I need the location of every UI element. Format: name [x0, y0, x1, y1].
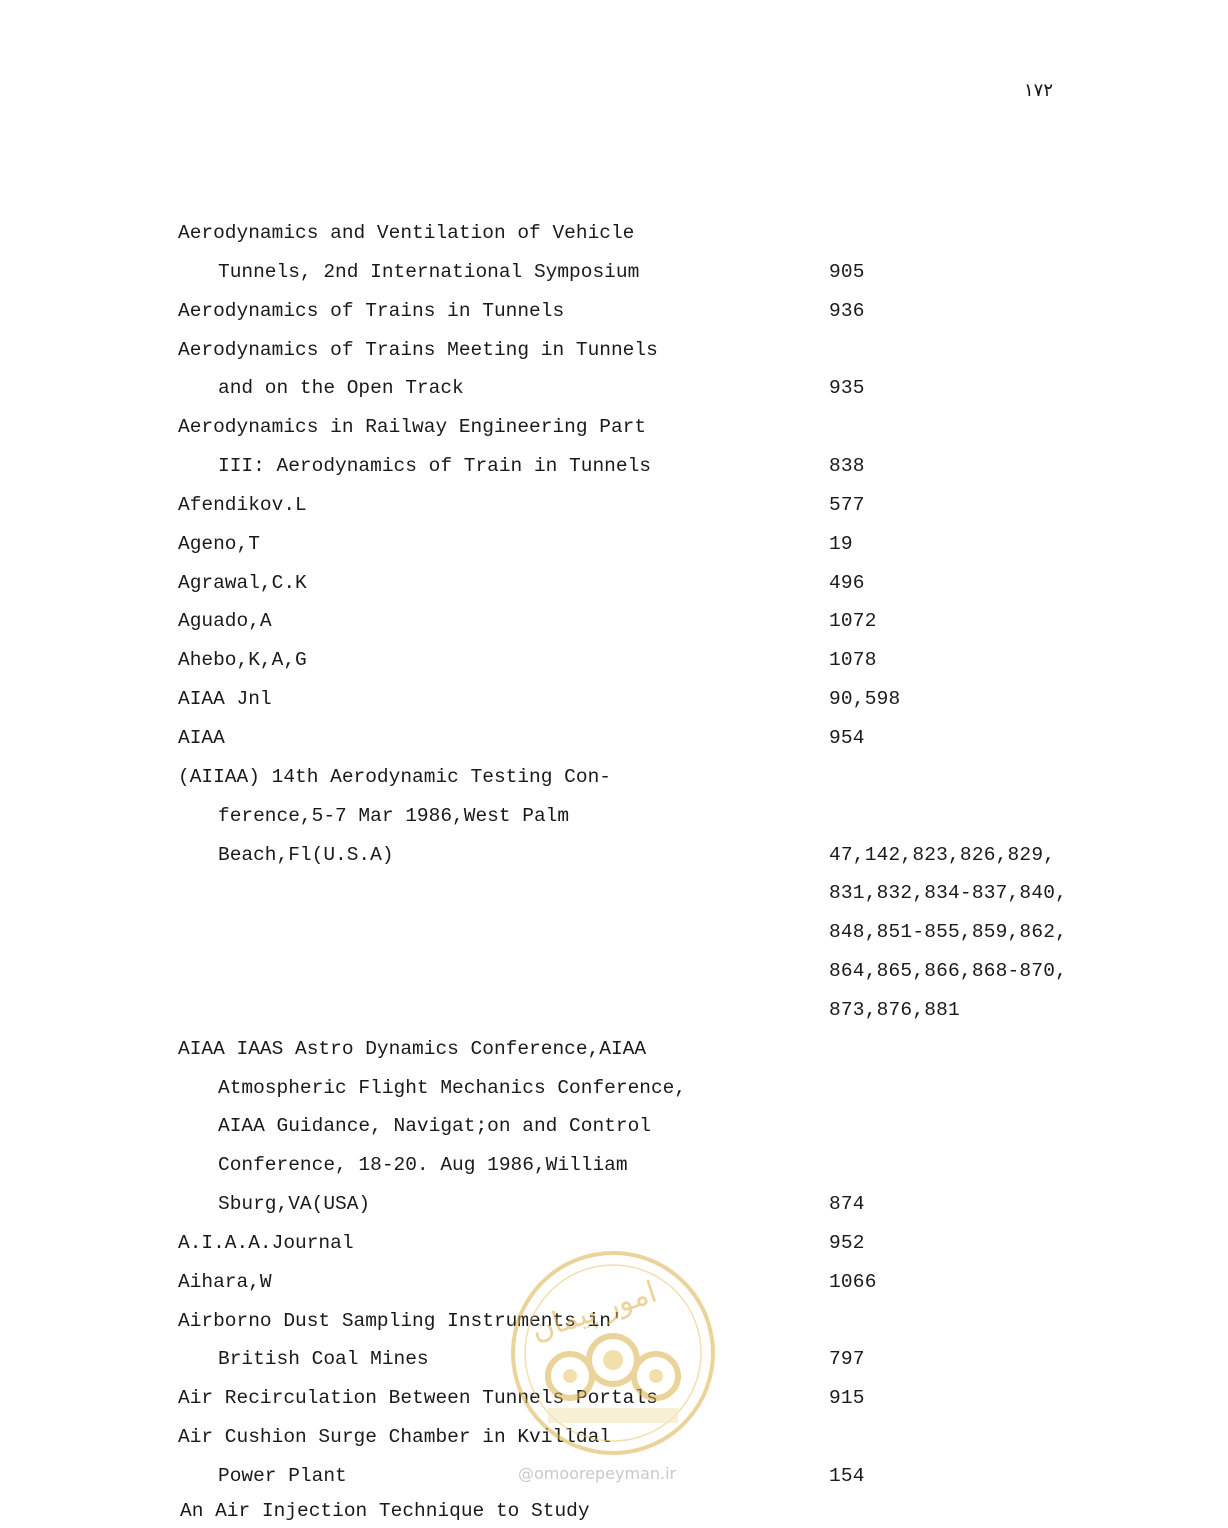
- index-entry: [0, 1069, 1228, 1108]
- index-entry-pages: 936: [829, 299, 865, 322]
- index-entry: [0, 1340, 1228, 1379]
- index-entry: [0, 913, 1228, 952]
- index-entry-title: Aerodynamics and Ventilation of Vehicle: [178, 222, 635, 244]
- index-entry-title: Beach,Fl(U.S.A): [218, 843, 394, 866]
- index-entry-title: Conference, 18-20. Aug 1986,William: [218, 1154, 628, 1177]
- index-entry-pages: 19: [829, 532, 853, 555]
- index-entry-pages: 873,876,881: [829, 998, 960, 1021]
- index-entry-pages: 848,851-855,859,862,: [829, 921, 1068, 944]
- index-entry: [0, 525, 1228, 564]
- index-entry-title: AIAA IAAS Astro Dynamics Conference,AIAA: [178, 1037, 647, 1060]
- index-entry: [0, 1302, 1228, 1341]
- index-entry: [0, 253, 1228, 292]
- index-entry-title: A.I.A.A.Journal: [178, 1231, 354, 1254]
- index-entry-pages: 915: [829, 1387, 865, 1410]
- index-entry: [0, 1418, 1228, 1457]
- index-entry: [0, 680, 1228, 719]
- index-entry-pages: 831,832,834-837,840,: [829, 882, 1068, 905]
- index-entry-title: Aerodynamics of Trains Meeting in Tunnels: [178, 338, 658, 361]
- index-entry: [0, 369, 1228, 408]
- index-entry: [0, 214, 1228, 253]
- index-entry: [0, 602, 1228, 641]
- index-entry-title: Sburg,VA(USA): [218, 1193, 371, 1216]
- index-entry-title: Ahebo,K,A,G: [178, 649, 307, 672]
- index-entry: [0, 991, 1228, 1030]
- index-entry-title: Ageno,T: [178, 532, 260, 555]
- index-entry-title: Atmospheric Flight Mechanics Conference,: [218, 1076, 687, 1099]
- index-entry-pages: 905: [829, 260, 865, 283]
- index-entry-title: Agrawal,C.K: [178, 571, 307, 594]
- index-entry-pages: 874: [829, 1193, 865, 1216]
- index-entry-continued: An Air Injection Technique to Study: [180, 1500, 590, 1522]
- index-entry: [0, 292, 1228, 331]
- index-entry: [0, 719, 1228, 758]
- index-entry-pages: 838: [829, 455, 865, 478]
- index-entry: [0, 447, 1228, 486]
- index-entry: [0, 641, 1228, 680]
- index-entry-title: Afendikov.L: [178, 493, 307, 516]
- index-entry-title: Power Plant: [218, 1465, 347, 1487]
- index-entry: [0, 952, 1228, 991]
- index-entry-pages: 1078: [829, 649, 877, 672]
- index-entry: [0, 1224, 1228, 1263]
- index-list: [0, 214, 1228, 1496]
- index-entry: [0, 1107, 1228, 1146]
- index-entry-title: ference,5-7 Mar 1986,West Palm: [218, 804, 570, 827]
- index-entry: [0, 797, 1228, 836]
- index-entry-title: Aerodynamics in Railway Engineering Part: [178, 416, 647, 439]
- index-entry: [0, 1379, 1228, 1418]
- index-entry: [0, 1263, 1228, 1302]
- index-entry-title: Aihara,W: [178, 1270, 272, 1293]
- index-entry-title: British Coal Mines: [218, 1348, 429, 1371]
- index-entry: [0, 408, 1228, 447]
- index-entry-pages: 952: [829, 1231, 865, 1254]
- index-entry-title: Aguado,A: [178, 610, 272, 633]
- index-entry: [0, 331, 1228, 370]
- index-entry-title: AIAA Jnl: [178, 688, 272, 711]
- index-entry: [0, 1185, 1228, 1224]
- index-entry-pages: 954: [829, 726, 865, 749]
- watermark-caption: @omoorepeyman.ir: [518, 1464, 677, 1483]
- index-entry-pages: 935: [829, 377, 865, 400]
- index-entry-title: Airborno Dust Sampling Instruments in': [178, 1309, 623, 1332]
- index-entry-pages: 577: [829, 493, 865, 516]
- index-entry: [0, 758, 1228, 797]
- index-entry-pages: 1072: [829, 610, 877, 633]
- index-entry: [0, 1146, 1228, 1185]
- index-entry-pages: 154: [829, 1465, 865, 1487]
- index-entry-title: Aerodynamics of Trains in Tunnels: [178, 299, 565, 322]
- index-entry-pages: 1066: [829, 1270, 877, 1293]
- index-entry-pages: 797: [829, 1348, 865, 1371]
- index-entry-pages: 496: [829, 571, 865, 594]
- index-entry-title: Air Cushion Surge Chamber in Kvilldal: [178, 1426, 611, 1449]
- page-number: ۱۷۲: [1024, 80, 1054, 101]
- index-entry-pages: 864,865,866,868-870,: [829, 960, 1068, 983]
- index-entry-pages: 47,142,823,826,829,: [829, 843, 1056, 866]
- index-entry: [0, 1030, 1228, 1069]
- index-entry: [0, 836, 1228, 875]
- index-entry: [0, 564, 1228, 603]
- index-entry-title: AIAA: [178, 726, 225, 749]
- index-entry: [0, 874, 1228, 913]
- index-entry-title: Tunnels, 2nd International Symposium: [218, 260, 640, 283]
- index-entry-title: and on the Open Track: [218, 377, 464, 400]
- index-entry: [0, 486, 1228, 525]
- index-entry-title: III: Aerodynamics of Train in Tunnels: [218, 455, 651, 478]
- index-entry-pages: 90,598: [829, 688, 901, 711]
- index-entry-title: Air Recirculation Between Tunnels Portals: [178, 1387, 658, 1410]
- index-entry-title: (AIIAA) 14th Aerodynamic Testing Con-: [178, 765, 611, 788]
- index-entry-title: AIAA Guidance, Navigat;on and Control: [218, 1115, 651, 1138]
- watermark-seal-text: امور پیمان: [526, 1274, 662, 1349]
